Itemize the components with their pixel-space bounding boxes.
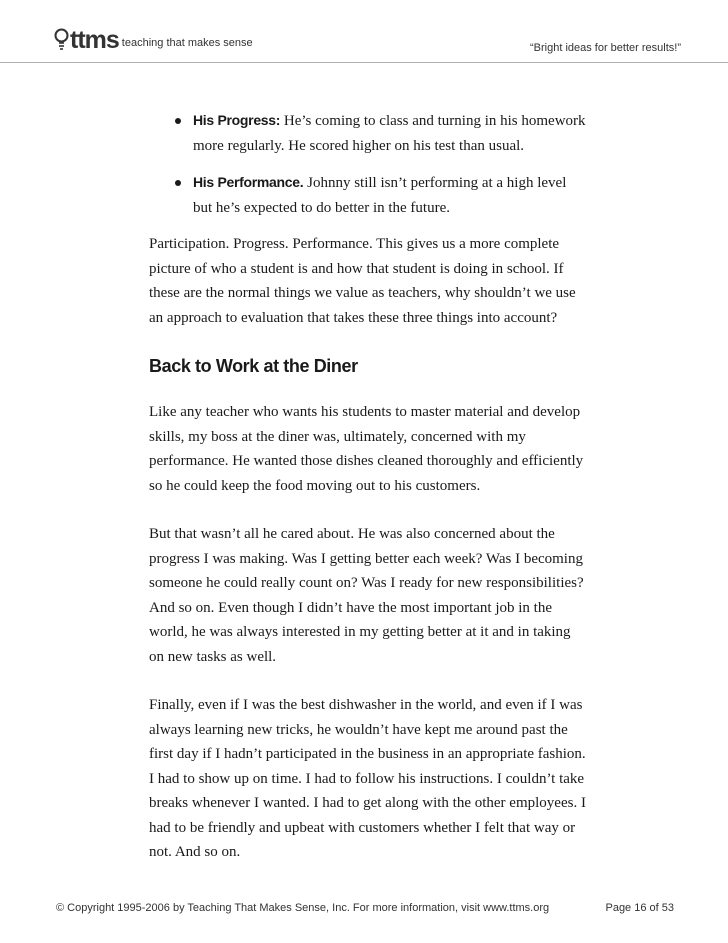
bullet-dot-icon <box>175 118 181 124</box>
bullet-dot-icon <box>175 180 181 186</box>
paragraph: Like any teacher who wants his students to master material and develop skills, my boss at the diner was, ultimately, concerned with my performance. He wanted those dishes cleaned thoroughly and efficiently so he could keep the food moving out to his customers. <box>149 404 584 494</box>
section-heading: Back to Work at the Diner <box>149 356 358 376</box>
copyright-text: © Copyright 1995-2006 by Teaching That Makes Sense, Inc. For more information, visit www.ttms.org <box>56 902 550 914</box>
ttms-logo <box>54 28 253 52</box>
page-content <box>149 108 589 889</box>
page-number: Page 16 of 53 <box>605 902 674 914</box>
logo-tagline: teaching that makes sense <box>121 37 253 49</box>
header-slogan: “Bright ideas for better results!” <box>529 42 681 54</box>
bullet-item-performance <box>149 170 589 220</box>
paragraph: Finally, even if I was the best dishwasher in the world, and even if I was always learning new tricks, he wouldn’t have kept me around past the first day if I hadn’t participated in the business in an appropriate fashion. I had to show up on time. I had to follow his instructions. I couldn’t take breaks whenever I wanted. I had to get along with the other employees. I had to be friendly and upbeat with customers whether I felt that way or not. And so on. <box>149 697 586 860</box>
bullet-list <box>149 108 589 220</box>
lightbulb-icon <box>54 28 69 52</box>
bullet-term: His Progress: <box>193 112 281 128</box>
paragraph: But that wasn’t all he cared about. He was also concerned about the progress I was making. Was I getting better each week? Was I becoming someone he could really count on? Was I ready for new responsibilities? And so on. Even though I didn’t have the most important job in the world, he was always interested in my getting better at it and in taking on new tasks as well. <box>149 526 584 665</box>
logo-wordmark: ttms <box>70 26 119 54</box>
page-footer <box>56 902 674 914</box>
intro-paragraph: Participation. Progress. Performance. This gives us a more complete picture of who a student is and how that student is doing in school. If these are the normal things we value as teachers, why shouldn’t we use an approach to evaluation that takes these three things into account? <box>149 236 576 326</box>
bullet-text: He’s coming to class and turning in his homework more regularly. He scored higher on his test than usual. <box>193 113 586 154</box>
page-header <box>0 22 728 63</box>
bullet-item-progress <box>149 108 589 158</box>
bullet-term: His Performance. <box>193 174 304 190</box>
bullet-text: Johnny still isn’t performing at a high level but he’s expected to do better in the future. <box>193 175 567 216</box>
